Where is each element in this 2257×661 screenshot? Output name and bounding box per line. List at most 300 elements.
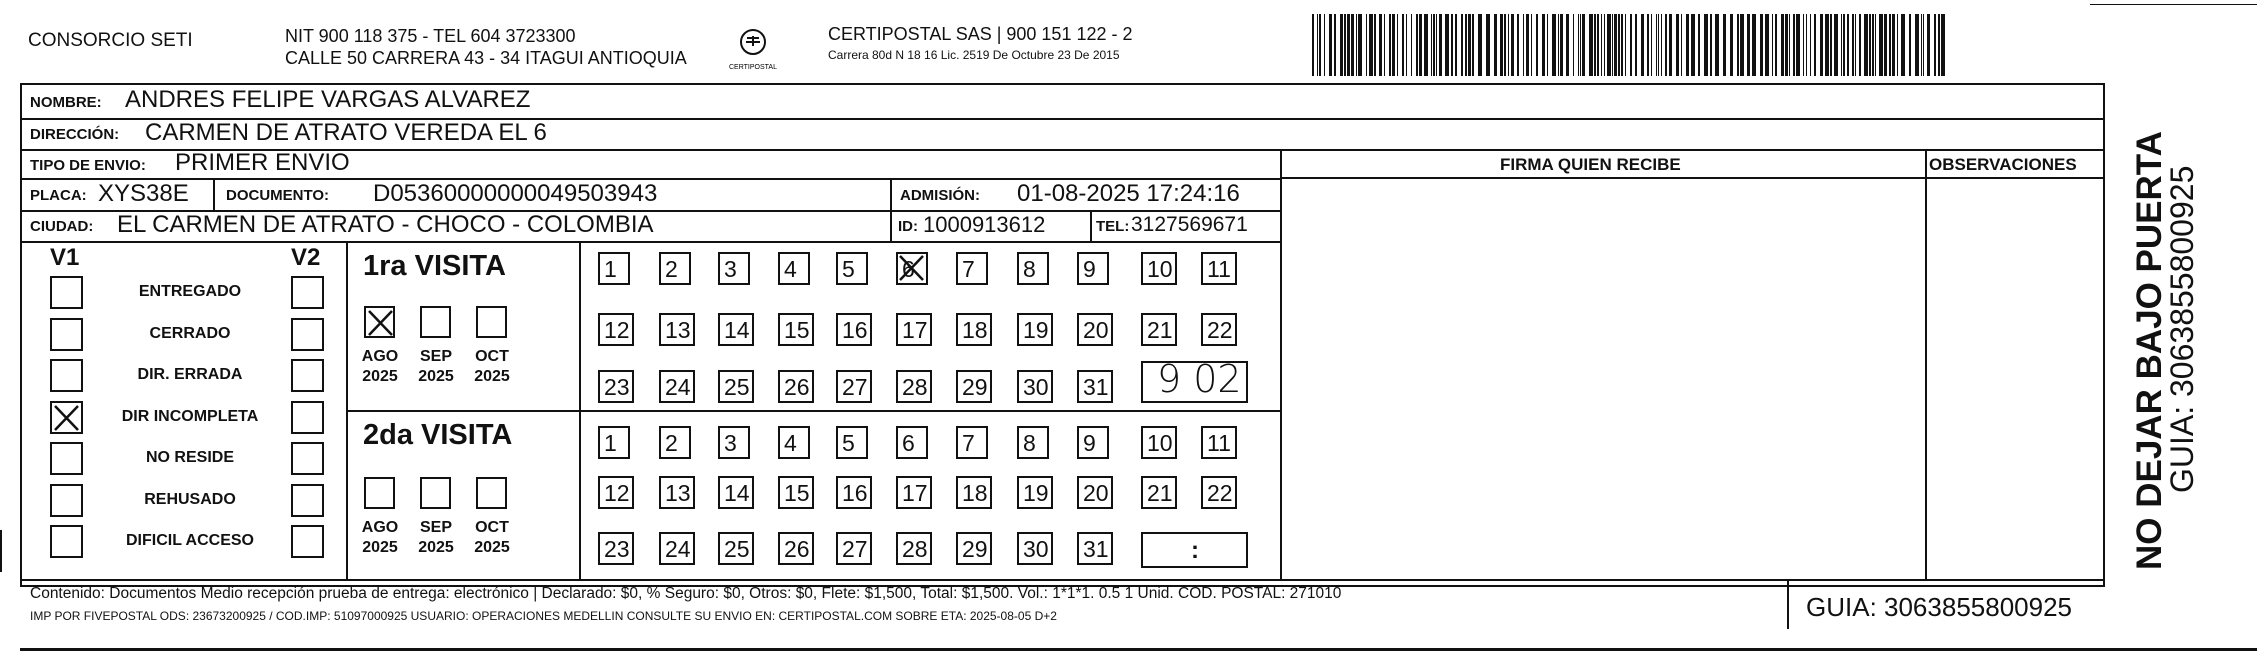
barcode-bar [1704, 14, 1708, 76]
tipo-envio-value: PRIMER ENVIO [175, 149, 350, 176]
day-number: 26 [784, 536, 810, 562]
day-number: 8 [1023, 256, 1036, 282]
barcode-bar [1806, 14, 1807, 76]
barcode-bar [1661, 14, 1662, 76]
tel-value: 3127569671 [1131, 213, 1248, 236]
day-number: 10 [1147, 430, 1173, 456]
barcode-bar [1351, 14, 1354, 76]
barcode-bar [1665, 14, 1667, 76]
reason-v1-checkbox[interactable] [50, 484, 83, 517]
visit2-day-box[interactable] [1141, 476, 1177, 509]
visit2-day-box[interactable] [1201, 476, 1237, 509]
month-year: 2025 [474, 539, 510, 556]
day-number: 29 [962, 374, 988, 400]
barcode-bar [1909, 14, 1911, 76]
reason-label: DIFICIL ACCESO [125, 532, 254, 549]
reason-label: CERRADO [149, 324, 231, 342]
visit2-time-colon: : [1191, 537, 1199, 564]
barcode-bar [1589, 14, 1593, 76]
barcode-bar [1915, 14, 1919, 76]
visit2-day-box[interactable] [1077, 532, 1113, 565]
day-number: 10 [1147, 256, 1173, 282]
tipo-envio-label: TIPO DE ENVIO: [30, 157, 146, 174]
visit1-day-box[interactable] [836, 370, 872, 403]
barcode-bar [1552, 14, 1556, 76]
reason-label: ENTREGADO [138, 283, 242, 300]
visit2-day-box[interactable] [1077, 476, 1113, 509]
barcode-bar [1789, 14, 1790, 76]
license-line: Carrera 80d N 18 16 Lic. 2519 De Octubre 23 De 2015 [828, 48, 1120, 62]
visit2-day-box[interactable] [718, 532, 754, 565]
barcode-bar [1319, 14, 1321, 76]
barcode-bar [1558, 14, 1559, 76]
visit2-day-box[interactable] [659, 532, 695, 565]
barcode-bar [1889, 14, 1891, 76]
reason-v2-checkbox[interactable] [291, 401, 324, 434]
visit1-day-box[interactable] [659, 313, 695, 346]
visit2-day-box[interactable] [718, 426, 750, 459]
visit2-month-label [410, 518, 462, 558]
barcode-bar [1803, 14, 1804, 76]
visit2-day-box[interactable] [956, 426, 988, 459]
visit1-day-box[interactable] [956, 370, 992, 403]
barcode-bar [1760, 14, 1763, 76]
visit1-day-box[interactable] [1017, 313, 1053, 346]
day-number: 12 [604, 317, 630, 343]
day-number: 19 [1023, 480, 1049, 506]
barcode-bar [1397, 14, 1398, 76]
reason-label: DIR INCOMPLETA [121, 407, 259, 425]
day-number: 4 [784, 256, 797, 282]
visit2-day-box[interactable] [598, 532, 634, 565]
barcode-bar [1358, 14, 1362, 76]
barcode-bar [1934, 14, 1936, 76]
visit1-time-handwritten: 9 02 [1157, 357, 1242, 401]
barcode-bar [1772, 14, 1773, 76]
barcode-bar [1647, 14, 1649, 76]
barcode-bar [1612, 14, 1613, 76]
reason-v1-checkbox[interactable] [50, 442, 83, 475]
barcode-bar [1884, 14, 1887, 76]
footer-contenido: Contenido: Documentos Medio recepción prueba de entrega: electrónico | Declarado: $0, % Seguro: $0, Otros: $0, Flete: $1,500, Total: $1,500. Vol.: 1*1*1. 0.5 1 Unid. COD. POSTAL: 271010 [30, 585, 1342, 602]
barcode-bar [1379, 14, 1382, 76]
barcode-bar [1691, 14, 1695, 76]
reason-label: REHUSADO [144, 490, 236, 508]
barcode-bar [1536, 14, 1538, 76]
visit2-day-box[interactable] [836, 532, 872, 565]
nombre-value: ANDRES FELIPE VARGAS ALVAREZ [125, 86, 531, 113]
barcode-bar [1392, 14, 1395, 76]
barcode-bar [1366, 14, 1367, 76]
barcode-bar [1566, 14, 1569, 76]
v1-label: V1 [50, 244, 80, 271]
day-number: 30 [1023, 374, 1049, 400]
barcode-bar [1740, 14, 1744, 76]
reason-v1-checkbox[interactable] [50, 401, 83, 434]
id-value: 1000913612 [923, 212, 1046, 237]
barcode-bar [1710, 14, 1712, 76]
tel-label: TEL: [1096, 218, 1130, 235]
barcode-bar [1923, 14, 1924, 76]
barcode-bar [1864, 14, 1868, 76]
observaciones-header: OBSERVACIONES [1929, 155, 2077, 174]
ciudad-value: EL CARMEN DE ATRATO - CHOCO - COLOMBIA [117, 211, 654, 238]
day-number: 16 [842, 480, 868, 506]
visit1-day-box[interactable] [836, 313, 872, 346]
placa-value: XYS38E [98, 180, 189, 207]
day-number: 14 [724, 317, 750, 343]
visit2-day-box[interactable] [778, 532, 814, 565]
barcode-bar [1384, 14, 1385, 76]
visit2-day-box[interactable] [778, 476, 814, 509]
visit1-month-label [466, 347, 518, 387]
day-number: 6 [902, 430, 915, 456]
visit2-day-box[interactable] [836, 476, 872, 509]
barcode-bar [1938, 14, 1940, 76]
barcode-bar [1901, 14, 1905, 76]
barcode-bar [1431, 14, 1432, 76]
day-number: 20 [1083, 480, 1109, 506]
barcode-bar [1340, 14, 1343, 76]
barcode-bar [1941, 14, 1945, 76]
visit2-day-box[interactable] [1017, 476, 1053, 509]
barcode-bar [1436, 14, 1437, 76]
barcode-bar [1614, 14, 1617, 76]
visit2-day-box[interactable] [896, 476, 932, 509]
barcode-bar [1686, 14, 1689, 76]
reason-v2-checkbox[interactable] [291, 484, 324, 517]
x-mark-icon [53, 404, 80, 432]
month-name: SEP [419, 519, 452, 536]
day-number: 26 [784, 374, 810, 400]
reason-v1-checkbox[interactable] [50, 318, 83, 351]
visit2-day-box[interactable] [956, 476, 992, 509]
barcode-bar [1439, 14, 1442, 76]
admision-label: ADMISIÓN: [900, 187, 980, 204]
x-mark-icon [367, 309, 394, 337]
barcode-bar [1389, 14, 1391, 76]
day-number: 28 [902, 374, 928, 400]
visit1-day-box[interactable] [778, 252, 810, 285]
barcode-bar [1630, 14, 1632, 76]
visit1-day-box[interactable] [1077, 313, 1113, 346]
barcode-bar [1834, 14, 1838, 76]
barcode-bar [1478, 14, 1482, 76]
barcode-bar [1723, 14, 1726, 76]
day-number: 25 [724, 374, 750, 400]
barcode-bar [1334, 14, 1336, 76]
visit1-day-box[interactable] [1141, 313, 1177, 346]
barcode-bar [1607, 14, 1611, 76]
reason-label: DIR. ERRADA [137, 366, 243, 383]
visit1-day-box[interactable] [1201, 252, 1237, 285]
barcode-bar [1651, 14, 1652, 76]
visit2-title: 2da VISITA [363, 419, 513, 451]
visit1-day-box[interactable] [718, 313, 754, 346]
visit1-day-box[interactable] [598, 313, 634, 346]
barcode-bar [1921, 14, 1922, 76]
visit2-month-checkbox[interactable] [364, 477, 395, 509]
visit2-time-box[interactable] [1141, 532, 1248, 568]
barcode-bar [1465, 14, 1467, 76]
barcode-bar [1526, 14, 1529, 76]
reason-v2-checkbox[interactable] [291, 318, 324, 351]
day-number: 2 [665, 430, 678, 456]
barcode-bar [1347, 14, 1350, 76]
side-guia: GUIA: 3063855800925 [2164, 165, 2200, 493]
barcode-bar [1852, 14, 1854, 76]
barcode-bar [1472, 14, 1474, 76]
day-number: 18 [962, 480, 988, 506]
day-number: 15 [784, 480, 810, 506]
visit1-month-checkbox[interactable] [420, 306, 451, 338]
nombre-label: NOMBRE: [30, 94, 102, 111]
visit1-day-box[interactable] [956, 252, 988, 285]
day-number: 9 [1083, 256, 1096, 282]
barcode-bar [1892, 14, 1895, 76]
barcode-bar [1486, 14, 1490, 76]
barcode-bar [1897, 14, 1898, 76]
barcode-bar [1747, 14, 1750, 76]
company-name: CONSORCIO SETI [28, 30, 193, 51]
day-number: 14 [724, 480, 750, 506]
barcode-bar [1796, 14, 1800, 76]
barcode-bar [1765, 14, 1769, 76]
signature-area[interactable] [1282, 179, 1925, 579]
visit1-day-box[interactable] [836, 252, 868, 285]
reason-v1-checkbox[interactable] [50, 276, 83, 309]
barcode-bar [1500, 14, 1503, 76]
day-number: 5 [842, 430, 855, 456]
day-number: 3 [724, 256, 737, 282]
visit2-day-box[interactable] [896, 426, 928, 459]
ciudad-label: CIUDAD: [30, 218, 94, 235]
reason-v2-checkbox[interactable] [291, 442, 324, 475]
visit1-day-box[interactable] [1077, 370, 1113, 403]
barcode-bar [1329, 14, 1332, 76]
day-number: 22 [1207, 480, 1233, 506]
visit2-day-box[interactable] [896, 532, 932, 565]
day-number: 1 [604, 256, 617, 282]
visit1-day-box[interactable] [659, 252, 691, 285]
barcode-bar [1451, 14, 1453, 76]
barcode-bar [1416, 14, 1418, 76]
address-line: CALLE 50 CARRERA 43 - 34 ITAGUI ANTIOQUIA [285, 48, 687, 68]
month-year: 2025 [418, 539, 454, 556]
visit2-month-checkbox[interactable] [420, 477, 451, 509]
barcode-bar [1511, 14, 1514, 76]
visit1-month-checkbox[interactable] [364, 306, 395, 338]
day-number: 31 [1083, 374, 1109, 400]
day-number: 2 [665, 256, 678, 282]
barcode-bar [1580, 14, 1581, 76]
barcode-bar [1531, 14, 1532, 76]
barcode-bar [1604, 14, 1605, 76]
barcode-bar [1374, 14, 1376, 76]
visit1-day-box[interactable] [659, 370, 695, 403]
visit1-day-box[interactable] [718, 370, 754, 403]
certipostal-line: CERTIPOSTAL SAS | 900 151 122 - 2 [828, 24, 1133, 44]
barcode-bar [1433, 14, 1435, 76]
visit2-day-box[interactable] [956, 532, 992, 565]
day-number: 5 [842, 256, 855, 282]
reason-v2-checkbox[interactable] [291, 525, 324, 558]
day-number: 6 [902, 256, 915, 282]
visit1-day-box[interactable] [778, 313, 814, 346]
barcode-bar [1504, 14, 1506, 76]
placa-label: PLACA: [30, 187, 87, 204]
day-number: 27 [842, 374, 868, 400]
day-number: 9 [1083, 430, 1096, 456]
visit1-day-box[interactable] [718, 252, 750, 285]
visit1-time-box[interactable] [1141, 357, 1248, 403]
barcode-bar [1312, 14, 1314, 76]
visit1-day-box[interactable] [598, 370, 634, 403]
barcode-bar [1601, 14, 1602, 76]
visit1-day-box[interactable] [778, 370, 814, 403]
barcode-bar [1411, 14, 1412, 76]
day-number: 3 [724, 430, 737, 456]
day-number: 30 [1023, 536, 1049, 562]
reason-v2-checkbox[interactable] [291, 359, 324, 392]
barcode-bar [1344, 14, 1346, 76]
barcode-bar [1324, 14, 1325, 76]
visit1-day-box[interactable] [1141, 252, 1177, 285]
barcode-bar [1419, 14, 1422, 76]
barcode-bar [1781, 14, 1784, 76]
barcode-bar [1656, 14, 1657, 76]
day-number: 17 [902, 317, 928, 343]
left-margin-mark [0, 530, 2, 572]
visit1-month-label [410, 347, 462, 387]
month-name: AGO [361, 519, 399, 536]
visit2-day-box[interactable] [1201, 426, 1237, 459]
day-number: 21 [1147, 317, 1173, 343]
barcode-bar [1793, 14, 1795, 76]
barcode-bar [1618, 14, 1620, 76]
barcode-bar [1715, 14, 1719, 76]
barcode-bar [1406, 14, 1407, 76]
observations-area[interactable] [1927, 179, 2103, 579]
barcode-bar [1847, 14, 1849, 76]
barcode-bar [1573, 14, 1574, 76]
barcode-bar [1560, 14, 1563, 76]
day-number: 25 [724, 536, 750, 562]
visit2-day-box[interactable] [598, 476, 634, 509]
visit2-day-box[interactable] [1077, 426, 1109, 459]
barcode-bar [1641, 14, 1644, 76]
month-year: 2025 [418, 368, 454, 385]
barcode [1310, 14, 1950, 80]
barcode-bar [1658, 14, 1659, 76]
barcode-bar [1841, 14, 1842, 76]
barcode-bar [1820, 14, 1823, 76]
nit-line: NIT 900 118 375 - TEL 604 3723300 [285, 26, 576, 46]
firma-header: FIRMA QUIEN RECIBE [1500, 155, 1681, 174]
admision-value: 01-08-2025 17:24:16 [1017, 180, 1240, 207]
day-number: 18 [962, 317, 988, 343]
barcode-bar [1455, 14, 1457, 76]
barcode-bar [1424, 14, 1428, 76]
day-number: 11 [1207, 430, 1231, 456]
day-number: 21 [1147, 480, 1173, 506]
footer-guia: GUIA: 3063855800925 [1806, 592, 2072, 622]
visit2-day-box[interactable] [1017, 532, 1053, 565]
visit1-day-box[interactable] [1201, 313, 1237, 346]
barcode-bar [1597, 14, 1599, 76]
month-year: 2025 [474, 368, 510, 385]
visit1-month-checkbox[interactable] [476, 306, 507, 338]
footer-imp: IMP POR FIVEPOSTAL ODS: 23673200925 / COD.IMP: 51097000925 USUARIO: OPERACIONES MEDELLIN CONSULTE SU ENVIO EN: CERTIPOSTAL.COM SOBRE ETA: 2025-08-05 D+2 [30, 609, 1057, 623]
barcode-bar [1468, 14, 1471, 76]
reason-label: NO RESIDE [145, 449, 234, 466]
visit2-day-box[interactable] [836, 426, 868, 459]
visit1-day-box[interactable] [1077, 252, 1109, 285]
day-number: 12 [604, 480, 630, 506]
barcode-bar [1669, 14, 1672, 76]
barcode-bar [1523, 14, 1524, 76]
visit1-day-box[interactable] [598, 252, 630, 285]
visit2-day-box[interactable] [598, 426, 630, 459]
barcode-bar [1402, 14, 1404, 76]
barcode-bar [1775, 14, 1777, 76]
barcode-bar [1825, 14, 1829, 76]
visit2-day-box[interactable] [718, 476, 754, 509]
visit2-day-box[interactable] [1017, 426, 1049, 459]
visit2-day-box[interactable] [778, 426, 810, 459]
barcode-bar [1369, 14, 1373, 76]
visit1-day-box[interactable] [896, 370, 932, 403]
barcode-bar [1582, 14, 1585, 76]
visit1-day-box[interactable] [896, 313, 932, 346]
x-mark-icon [898, 254, 925, 282]
visit2-day-box[interactable] [1141, 426, 1177, 459]
visit2-month-label [354, 518, 406, 558]
reason-v1-checkbox[interactable] [50, 359, 83, 392]
day-number: 27 [842, 536, 868, 562]
day-number: 17 [902, 480, 928, 506]
reason-v2-checkbox[interactable] [291, 276, 324, 309]
visit2-day-box[interactable] [659, 476, 695, 509]
barcode-bar [1594, 14, 1596, 76]
barcode-bar [1737, 14, 1739, 76]
day-number: 15 [784, 317, 810, 343]
direccion-label: DIRECCIÓN: [30, 126, 120, 143]
visit2-day-box[interactable] [659, 426, 691, 459]
visit1-day-box[interactable] [956, 313, 992, 346]
visit2-month-checkbox[interactable] [476, 477, 507, 509]
visit1-day-box[interactable] [1017, 252, 1049, 285]
documento-value: D05360000000049503943 [373, 180, 658, 207]
day-number: 23 [604, 374, 630, 400]
day-number: 7 [962, 430, 975, 456]
day-number: 23 [604, 536, 630, 562]
visit1-day-box[interactable] [896, 252, 928, 285]
visit1-day-box[interactable] [1017, 370, 1053, 403]
barcode-bar [1676, 14, 1679, 76]
month-name: OCT [475, 519, 509, 536]
day-number: 29 [962, 536, 988, 562]
month-year: 2025 [362, 539, 398, 556]
reason-v1-checkbox[interactable] [50, 525, 83, 558]
barcode-bar [1547, 14, 1548, 76]
barcode-bar [1461, 14, 1463, 76]
month-name: OCT [475, 348, 509, 365]
bottom-rule [20, 648, 2257, 651]
day-number: 31 [1083, 536, 1109, 562]
barcode-bar [1810, 14, 1811, 76]
day-number: 24 [665, 374, 691, 400]
